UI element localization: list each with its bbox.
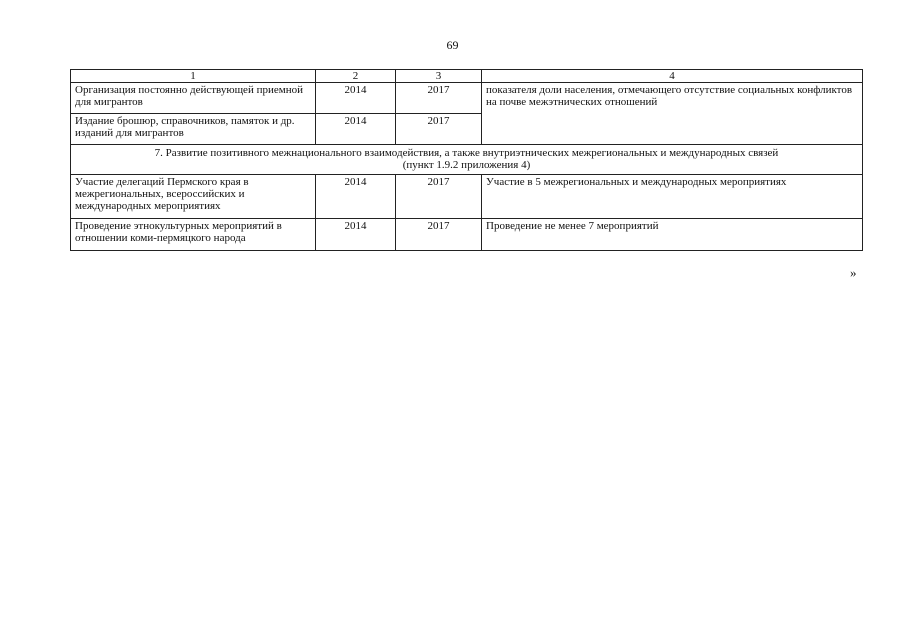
start-year-cell: 2014 xyxy=(316,114,396,145)
closing-quote-mark: » xyxy=(850,265,857,280)
activity-cell: Участие делегаций Пермского края в межрегиональных, всероссийских и международных мероприятиях xyxy=(71,175,316,219)
program-table xyxy=(70,69,863,251)
table-row xyxy=(71,83,863,114)
section-reference: (пункт 1.9.2 приложения 4) xyxy=(402,159,531,171)
result-cell: Проведение не менее 7 мероприятий xyxy=(482,219,863,251)
result-cell: Участие в 5 межрегиональных и международных мероприятиях xyxy=(482,175,863,219)
shared-result-cell: показателя доли населения, отмечающего отсутствие социальных конфликтов на почве межэтнических отношений xyxy=(482,83,863,145)
section-title: 7. Развитие позитивного межнационального взаимодействия, а также внутриэтнических межрегиональных и международных связей xyxy=(154,147,779,159)
table-header-row xyxy=(71,70,863,83)
end-year-cell: 2017 xyxy=(396,219,482,251)
column-header-2: 2 xyxy=(316,70,396,83)
section-row xyxy=(71,145,863,175)
start-year-cell: 2014 xyxy=(316,175,396,219)
end-year-cell: 2017 xyxy=(396,114,482,145)
start-year-cell: 2014 xyxy=(316,219,396,251)
activity-cell: Издание брошюр, справочников, памяток и др. изданий для мигрантов xyxy=(71,114,316,145)
page-number: 69 xyxy=(446,38,459,52)
column-header-3: 3 xyxy=(396,70,482,83)
start-year-cell: 2014 xyxy=(316,83,396,114)
column-header-1: 1 xyxy=(71,70,316,83)
column-header-4: 4 xyxy=(482,70,863,83)
end-year-cell: 2017 xyxy=(396,83,482,114)
activity-cell: Организация постоянно действующей приемной для мигрантов xyxy=(71,83,316,114)
table-row xyxy=(71,219,863,251)
end-year-cell: 2017 xyxy=(396,175,482,219)
activity-cell: Проведение этнокультурных мероприятий в отношении коми-пермяцкого народа xyxy=(71,219,316,251)
table-row xyxy=(71,175,863,219)
section-heading-cell xyxy=(71,145,863,175)
